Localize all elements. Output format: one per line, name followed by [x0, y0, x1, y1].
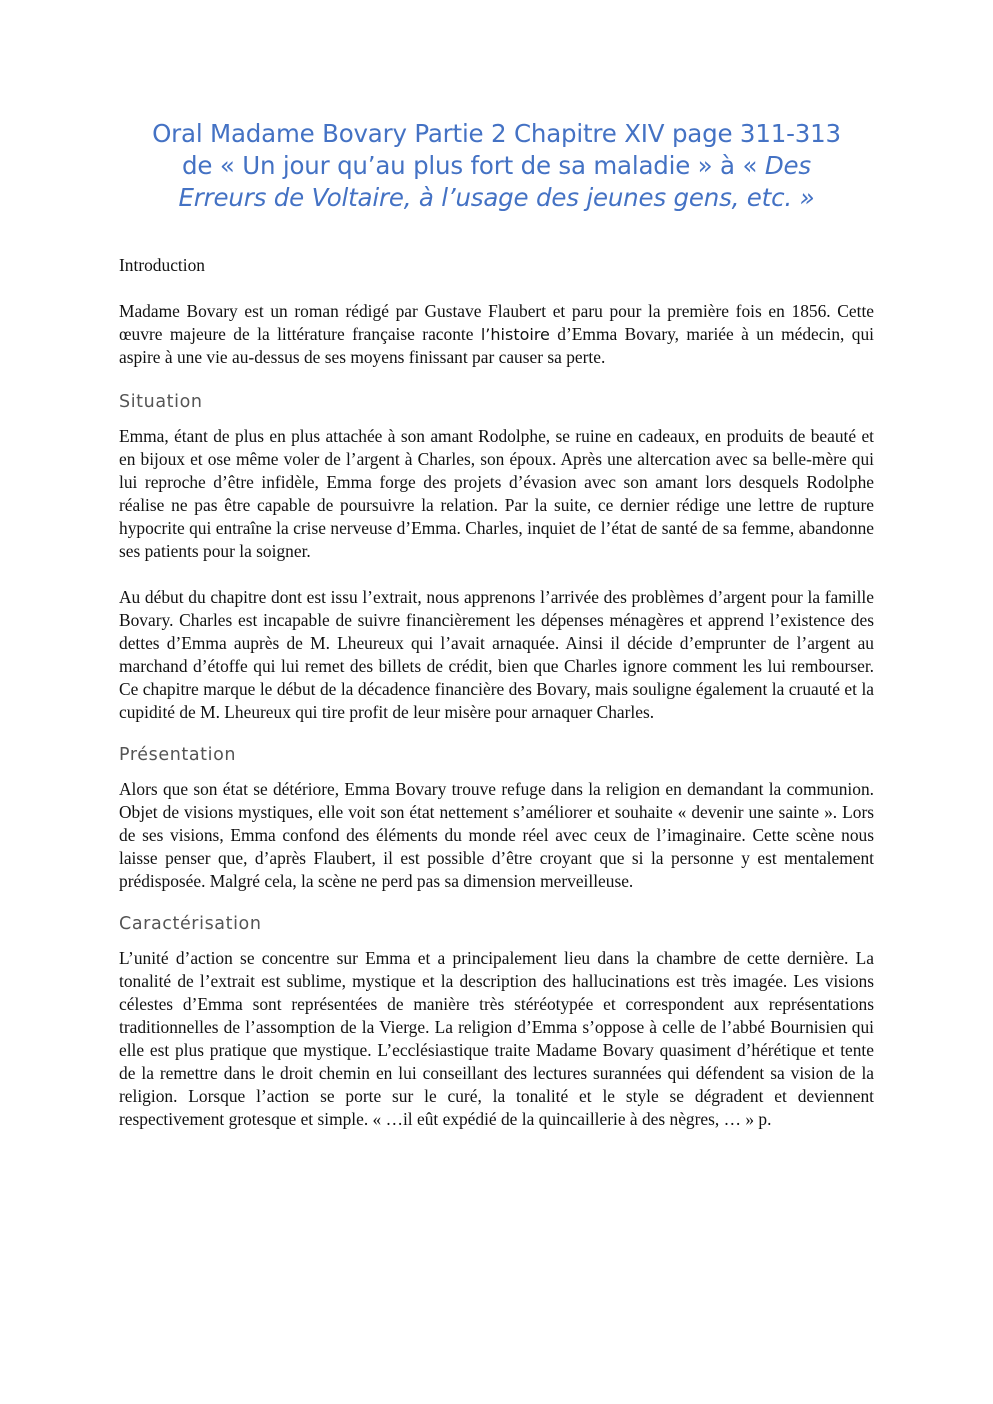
- introduction-label: Introduction: [119, 255, 205, 275]
- document-page: [119, 118, 874, 1131]
- caracterisation-heading: Caractérisation: [119, 914, 262, 934]
- title-line-3: Erreurs de Voltaire, à l’usage des jeunes gens, etc. »: [178, 183, 815, 212]
- title-line-1: Oral Madame Bovary Partie 2 Chapitre XIV page 311-313: [152, 119, 841, 148]
- intro-text-1: Madame Bovary est un roman rédigé par Gustave Flaubert et paru pour la première fois en 1856. Cette œuvre majeure de la littérature française raconte: [119, 301, 874, 344]
- caracterisation-paragraph: L’unité d’action se concentre sur Emma et a principalement lieu dans la chambre de cette dernière. La tonalité de l’extrait est sublime, mystique et la description des hallucinations est très imagée. Les visions célestes d’Emma sont représentées de manière très stéréotypée et correspondent aux représentations traditionnelles de l’assomption de la Vierge. La religion d’Emma s’oppose à celle de l’abbé Bournisien qui elle est plus pratique que mystique. L’ecclésiastique traite Madame Bovary quasiment d’hérétique et tente de la remettre dans le droit chemin en lui conseillant des lectures surannées qui défendent sa vision de la religion. Lorsque l’action se porte sur le curé, la tonalité et le style se dégradent et deviennent respectivement grotesque et simple. « …il eût expédié de la quincaillerie à des nègres, … » p.: [119, 948, 874, 1129]
- situation-paragraph-2: Au début du chapitre dont est issu l’extrait, nous apprenons l’arrivée des problèmes d’argent pour la famille Bovary. Charles est incapable de suivre financièrement les dépenses ménagères et apprend l’existence des dettes d’Emma auprès de M. Lheureux qui l’avait arnaquée. Ainsi il décide d’emprunter de l’argent au marchand d’étoffe qui lui remet des billets de crédit, bien que Charles ignore comment les lui rembourser. Ce chapitre marque le début de la décadence financière des Bovary, mais souligne également la cruauté et la cupidité de M. Lheureux qui tire profit de leur misère pour arnaquer Charles.: [119, 587, 874, 722]
- document-title: [119, 118, 874, 214]
- presentation-heading: Présentation: [119, 745, 237, 765]
- title-line-2-italic: Des: [764, 151, 811, 180]
- intro-paragraph: [119, 300, 874, 369]
- situation-paragraph-1: Emma, étant de plus en plus attachée à son amant Rodolphe, se ruine en cadeaux, en produits de beauté et en bijoux et ose même voler de l’argent à Charles, son époux. Après une altercation avec sa belle-mère qui lui reproche d’être infidèle, Emma forge des projets d’évasion avec son amant lors desquels Rodolphe réalise ne pas être capable de poursuivre la relation. Par la suite, ce dernier rédige une lettre de rupture hypocrite qui entraîne la crise nerveuse d’Emma. Charles, inquiet de l’état de santé de sa femme, abandonne ses patients pour la soigner.: [119, 426, 874, 561]
- title-line-2: de « Un jour qu’au plus fort de sa maladie » à «: [182, 151, 765, 180]
- intro-text-2: d’Emma Bovary, mariée à un médecin, qui aspire à une vie au-dessus de ses moyens finissant par causer sa perte.: [119, 324, 874, 367]
- situation-heading: Situation: [119, 392, 203, 412]
- presentation-paragraph: Alors que son état se détériore, Emma Bovary trouve refuge dans la religion en demandant la communion. Objet de visions mystiques, elle voit son état nettement s’améliorer et souhaite « devenir une sainte ». Lors de ses visions, Emma confond des éléments du monde réel avec ceux de l’imaginaire. Cette scène nous laisse penser que, d’après Flaubert, il est possible d’être croyant que si la personne y est mentalement prédisposée. Malgré cela, la scène ne perd pas sa dimension merveilleuse.: [119, 779, 874, 891]
- intro-sans-word: l’histoire: [480, 325, 550, 344]
